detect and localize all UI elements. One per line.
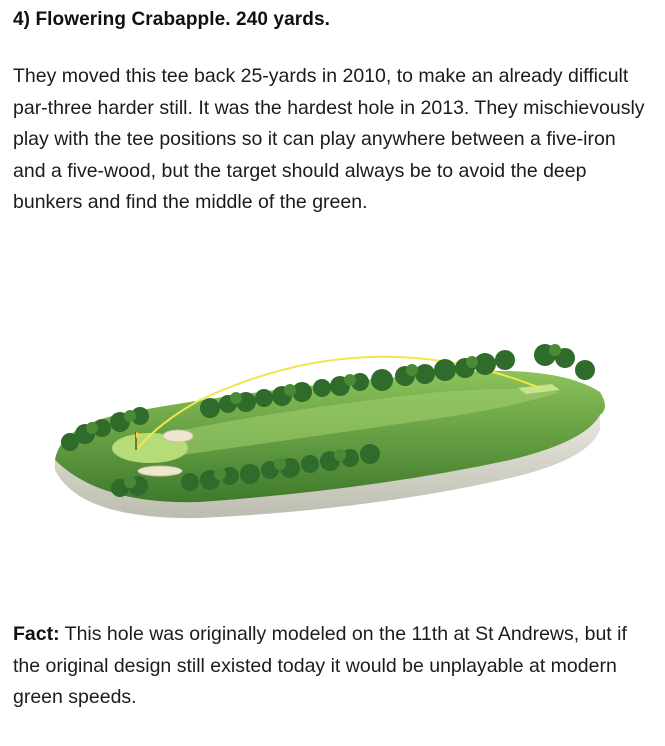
hole-description: They moved this tee back 25-yards in 2010, to make an already difficult par-three harder still. It was the hardest hole in 2013. They mischievously play with the tee positions so it can play anywhere between a five-iron and a five-wood, but the target should always be to avoid the deep bunkers and find the middle of the green. bbox=[13, 65, 645, 213]
hole-heading: 4) Flowering Crabapple. 240 yards. bbox=[13, 9, 331, 30]
fact-text: This hole was originally modeled on the 11th at St Andrews, but if the original design still existed today it would be unplayable at modern green speeds. bbox=[13, 623, 627, 708]
golf-hole-illustration-icon bbox=[40, 330, 640, 535]
fact-label: Fact: bbox=[13, 623, 60, 645]
fact-paragraph bbox=[13, 619, 653, 714]
